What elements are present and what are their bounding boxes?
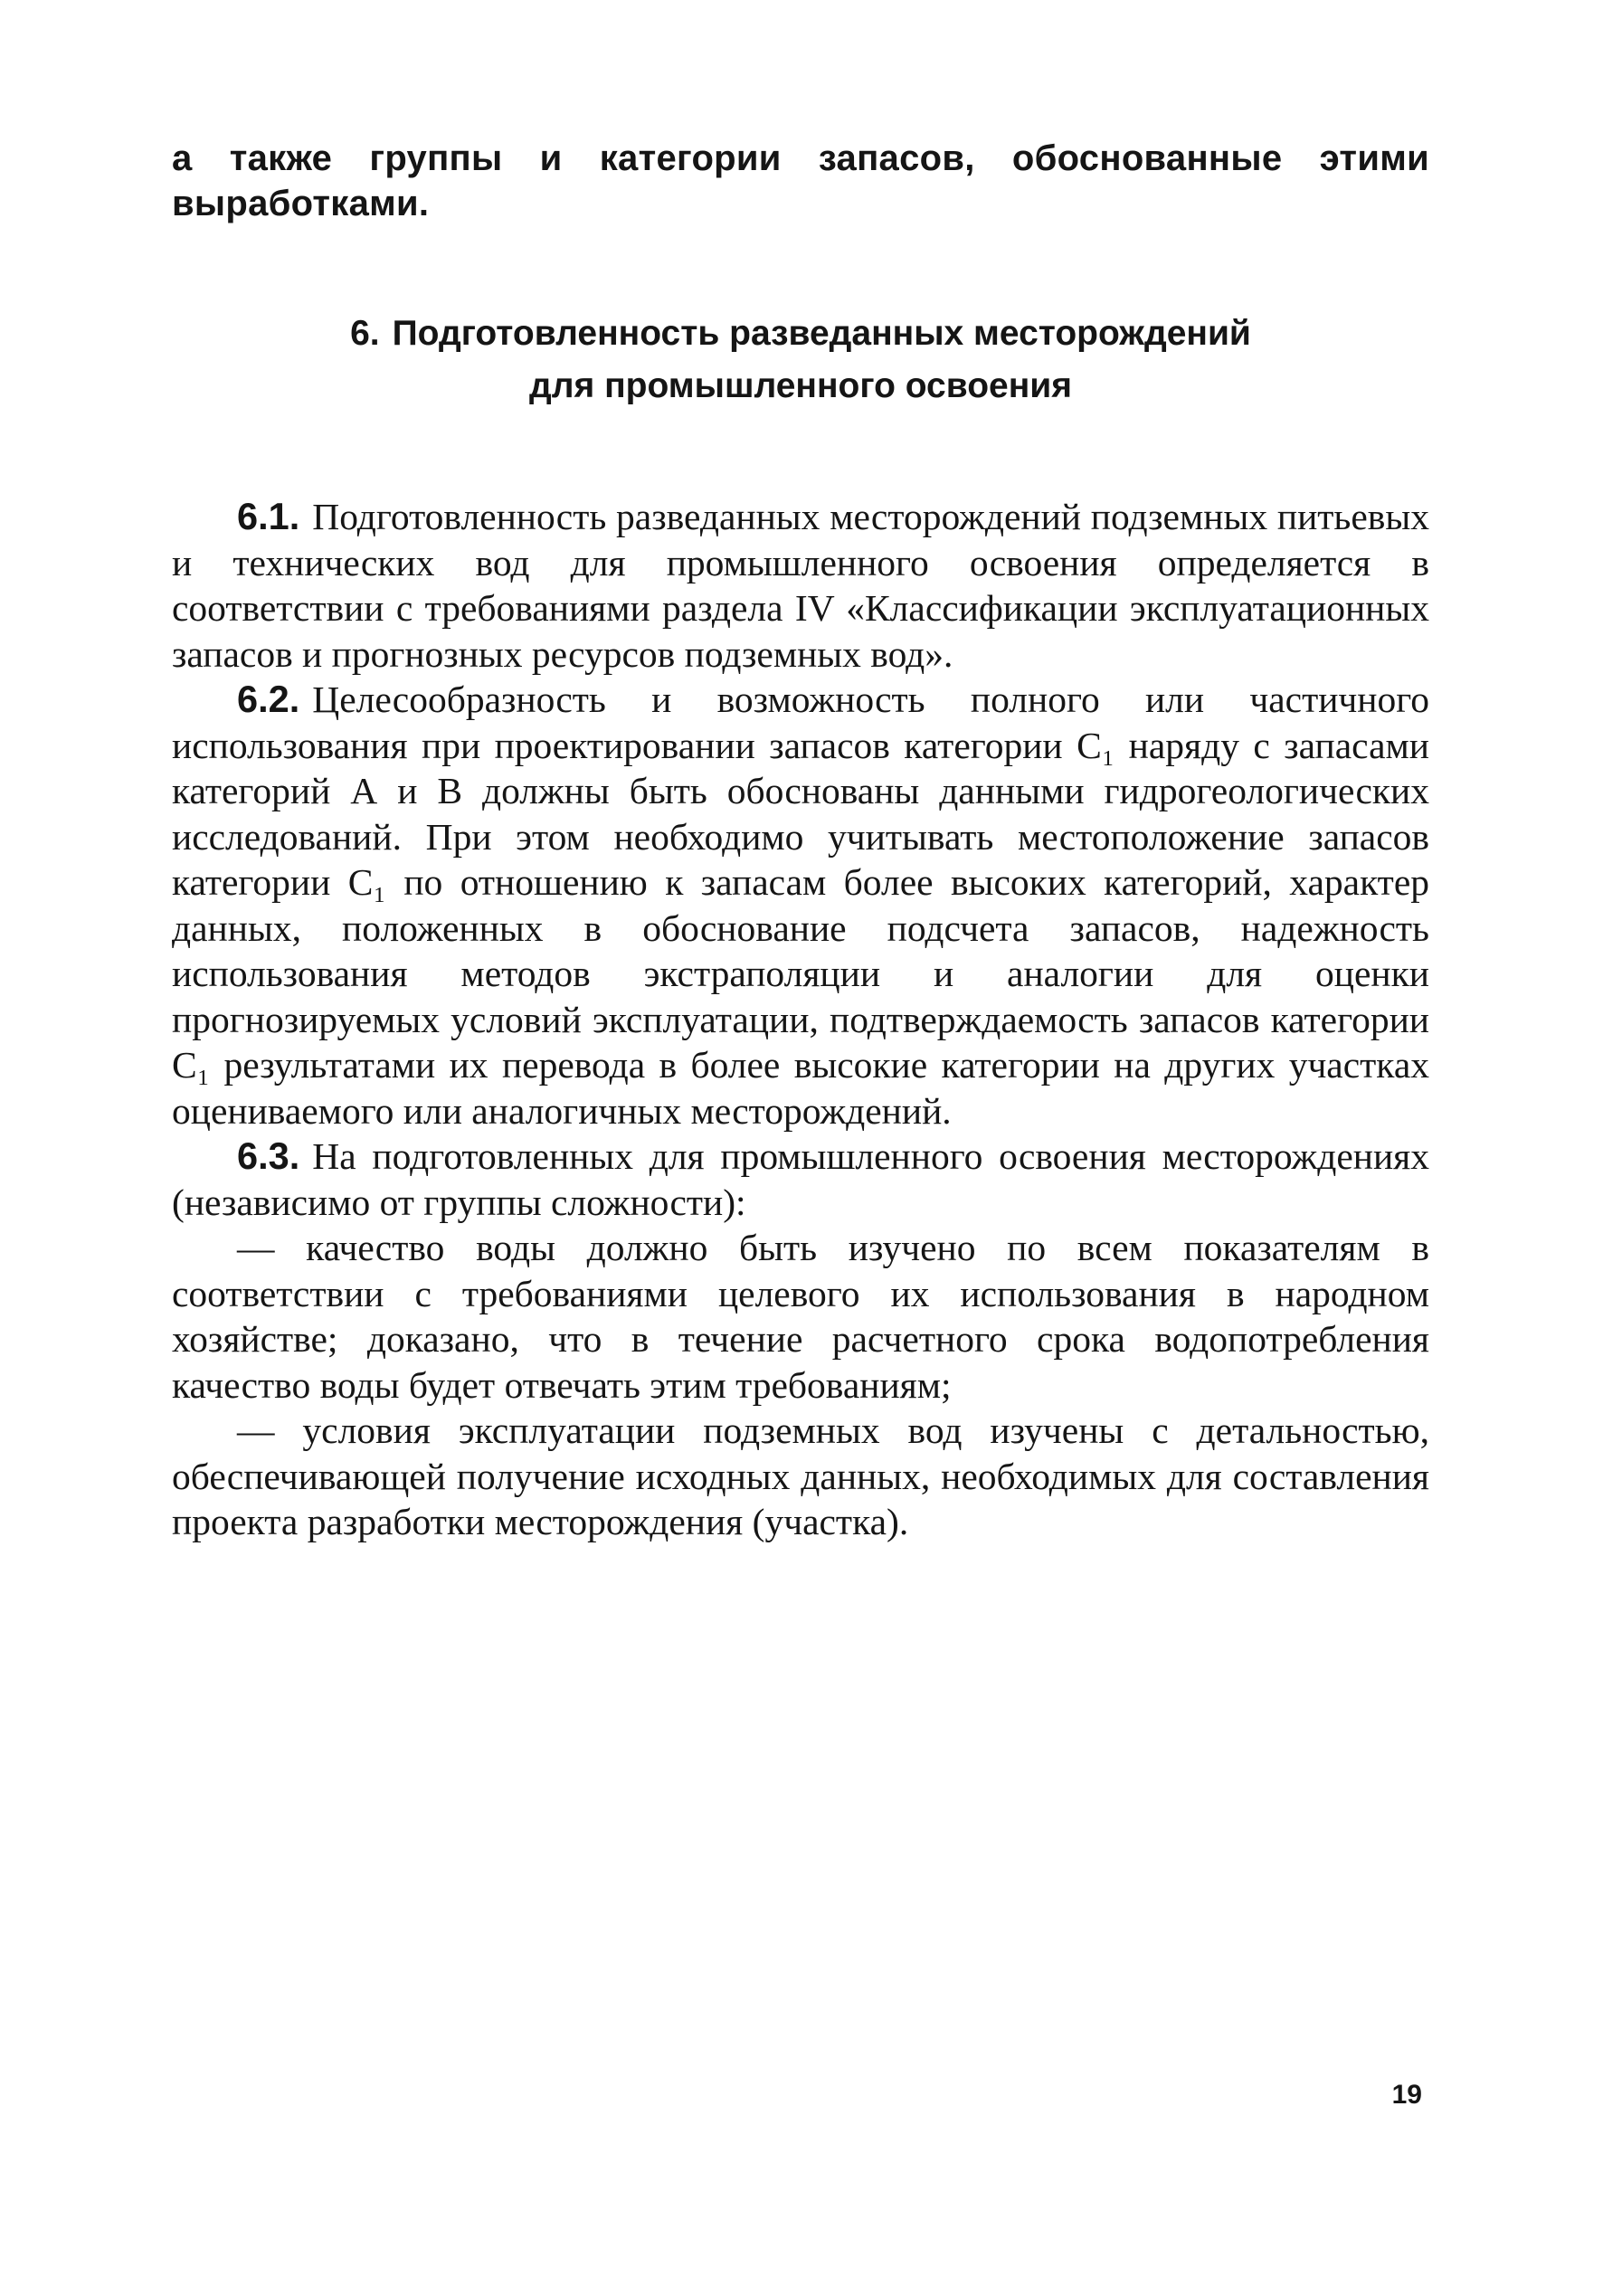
paragraph-6-2 (172, 677, 1429, 1134)
paragraph-number: 6.1. (237, 495, 300, 537)
document-page (172, 136, 1429, 2216)
section-number: 6. (350, 314, 380, 353)
paragraph-6-3 (172, 1134, 1429, 1225)
section-title: Подготовленность разведанных месторождений для промышленного освоения (392, 314, 1251, 405)
paragraph-text: — качество воды должно быть изучено по всем показателям в соответствии с требованиями целевого их использования в народном хозяйстве; доказано, что в течение расчетного срока водопотребления качество воды будет отвечать этим требованиям; (172, 1227, 1429, 1406)
page-number: 19 (1391, 2080, 1422, 2110)
paragraph-text: Целесообразность и возможность полного или частичного использования при проектировании запасов категории C₁ наряду с запасами категорий А и В должны быть обоснованы данными гидрогеологических исследований. При этом необходимо учитывать местоположение запасов категории C₁ по отношению к запасам более высоких категорий, характер данных, положенных в обоснование подсчета запасов, надежность использования методов экстраполяции и аналогии для оценки прогнозируемых условий эксплуатации, подтверждаемость запасов категории C₁ результатами их перевода в более высокие категории на других участках оцениваемого или аналогичных месторождений. (172, 678, 1429, 1132)
paragraph-6-1 (172, 494, 1429, 677)
paragraph-text: На подготовленных для промышленного освоения месторождениях (независимо от группы сложности): (172, 1135, 1429, 1223)
section-heading (172, 308, 1429, 413)
paragraph-text: Подготовленность разведанных месторождений подземных питьевых и технических вод для промышленного освоения определяется в соответствии с требованиями раздела IV «Классификации эксплуатационных запасов и прогнозных ресурсов подземных вод». (172, 496, 1429, 675)
paragraph-number: 6.2. (237, 678, 300, 720)
paragraph-text: — условия эксплуатации подземных вод изучены с детальностью, обеспечивающей получение исходных данных, необходимых для составления проекта разработки месторождения (участка). (172, 1409, 1429, 1542)
list-item-water-quality (172, 1225, 1429, 1408)
paragraph-number: 6.3. (237, 1134, 300, 1177)
section-body (172, 494, 1429, 1545)
list-item-exploitation-conditions (172, 1408, 1429, 1545)
intro-paragraph: а также группы и категории запасов, обоснованные этими выработками. (172, 138, 1429, 223)
